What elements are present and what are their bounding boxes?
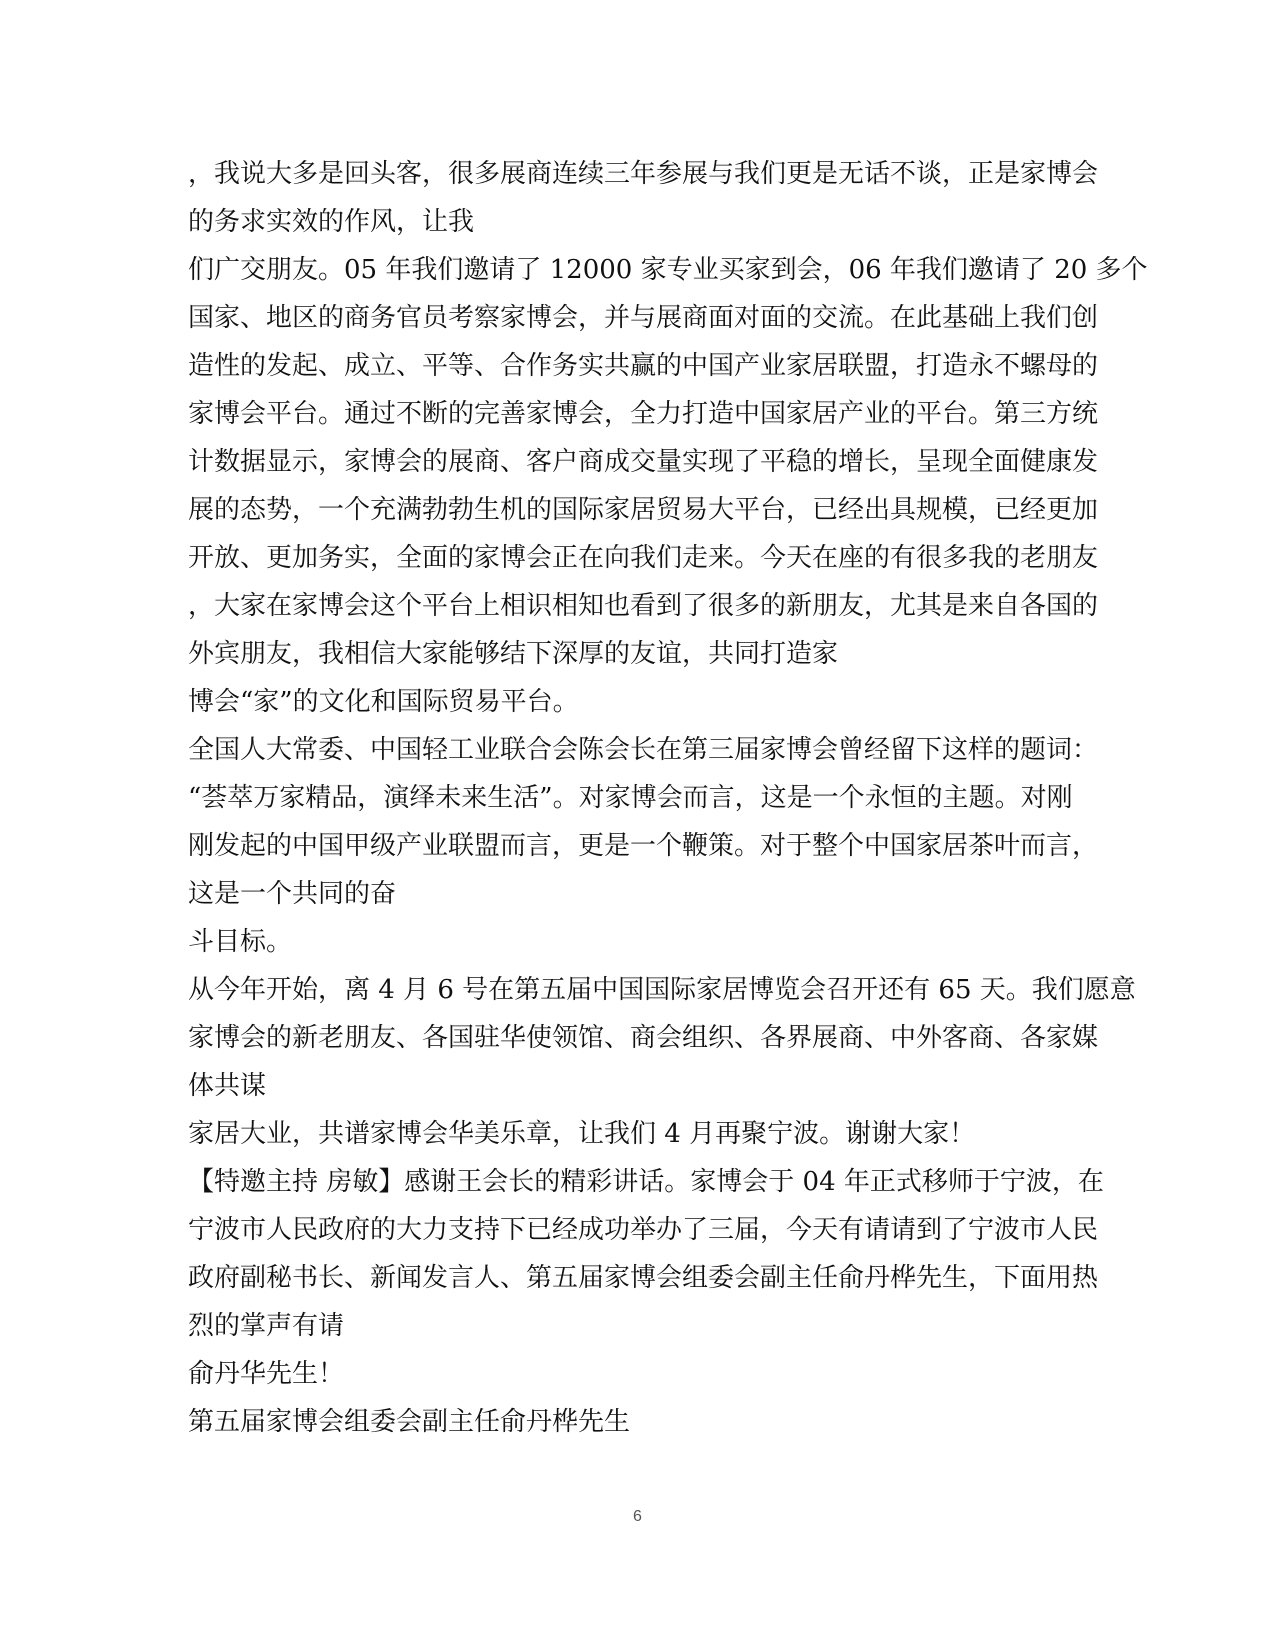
page-number: 6 [633, 1508, 642, 1525]
text-line: 家博会平台。通过不断的完善家博会，全力打造中国家居产业的平台。第三方统 [188, 399, 1099, 429]
text-line: 刚发起的中国甲级产业联盟而言，更是一个鞭策。对于整个中国家居茶叶而言， [188, 831, 1099, 861]
text-line: 外宾朋友，我相信大家能够结下深厚的友谊，共同打造家 [188, 639, 839, 669]
text-line: 家居大业，共谱家博会华美乐章，让我们 4 月再聚宁波。谢谢大家！ [188, 1119, 976, 1149]
text-line: 的务求实效的作风，让我 [188, 207, 475, 237]
text-line: 全国人大常委、中国轻工业联合会陈会长在第三届家博会曾经留下这样的题词： [188, 735, 1099, 765]
text-line: 政府副秘书长、新闻发言人、第五届家博会组委会副主任俞丹桦先生，下面用热 [188, 1263, 1099, 1293]
text-line: 体共谋 [188, 1071, 267, 1101]
text-line: 斗目标。 [188, 927, 293, 957]
text-line: 计数据显示，家博会的展商、客户商成交量实现了平稳的增长，呈现全面健康发 [188, 447, 1099, 477]
text-line: 从今年开始，离 4 月 6 号在第五届中国国际家居博览会召开还有 65 天。我们愿意 [188, 975, 1136, 1005]
text-line: 博会“家”的文化和国际贸易平台。 [188, 687, 579, 717]
text-line: “荟萃万家精品，演绎未来生活”。对家博会而言，这是一个永恒的主题。对刚 [188, 783, 1073, 813]
text-line: ，我说大多是回头客，很多展商连续三年参展与我们更是无话不谈，正是家博会 [188, 159, 1099, 189]
text-line: 这是一个共同的奋 [188, 879, 397, 909]
text-line: ，大家在家博会这个平台上相识相知也看到了很多的新朋友，尤其是来自各国的 [188, 591, 1099, 621]
text-line: 烈的掌声有请 [188, 1311, 345, 1341]
text-line: 开放、更加务实，全面的家博会正在向我们走来。今天在座的有很多我的老朋友 [188, 543, 1099, 573]
text-line: 国家、地区的商务官员考察家博会，并与展商面对面的交流。在此基础上我们创 [188, 303, 1099, 333]
text-line: 家博会的新老朋友、各国驻华使领馆、商会组织、各界展商、中外客商、各家媒 [188, 1023, 1099, 1053]
text-line: 展的态势，一个充满勃勃生机的国际家居贸易大平台，已经出具规模，已经更加 [188, 495, 1099, 525]
text-line: 们广交朋友。05 年我们邀请了 12000 家专业买家到会，06 年我们邀请了 20 多个 [188, 255, 1148, 285]
text-line: 【特邀主持 房敏】感谢王会长的精彩讲话。家博会于 04 年正式移师于宁波，在 [188, 1167, 1104, 1197]
body-text [188, 150, 1148, 1446]
text-line: 造性的发起、成立、平等、合作务实共赢的中国产业家居联盟，打造永不螺母的 [188, 351, 1099, 381]
text-line: 宁波市人民政府的大力支持下已经成功举办了三届，今天有请请到了宁波市人民 [188, 1215, 1099, 1245]
text-line: 俞丹华先生！ [188, 1359, 345, 1389]
text-line: 第五届家博会组委会副主任俞丹桦先生 [188, 1407, 631, 1437]
